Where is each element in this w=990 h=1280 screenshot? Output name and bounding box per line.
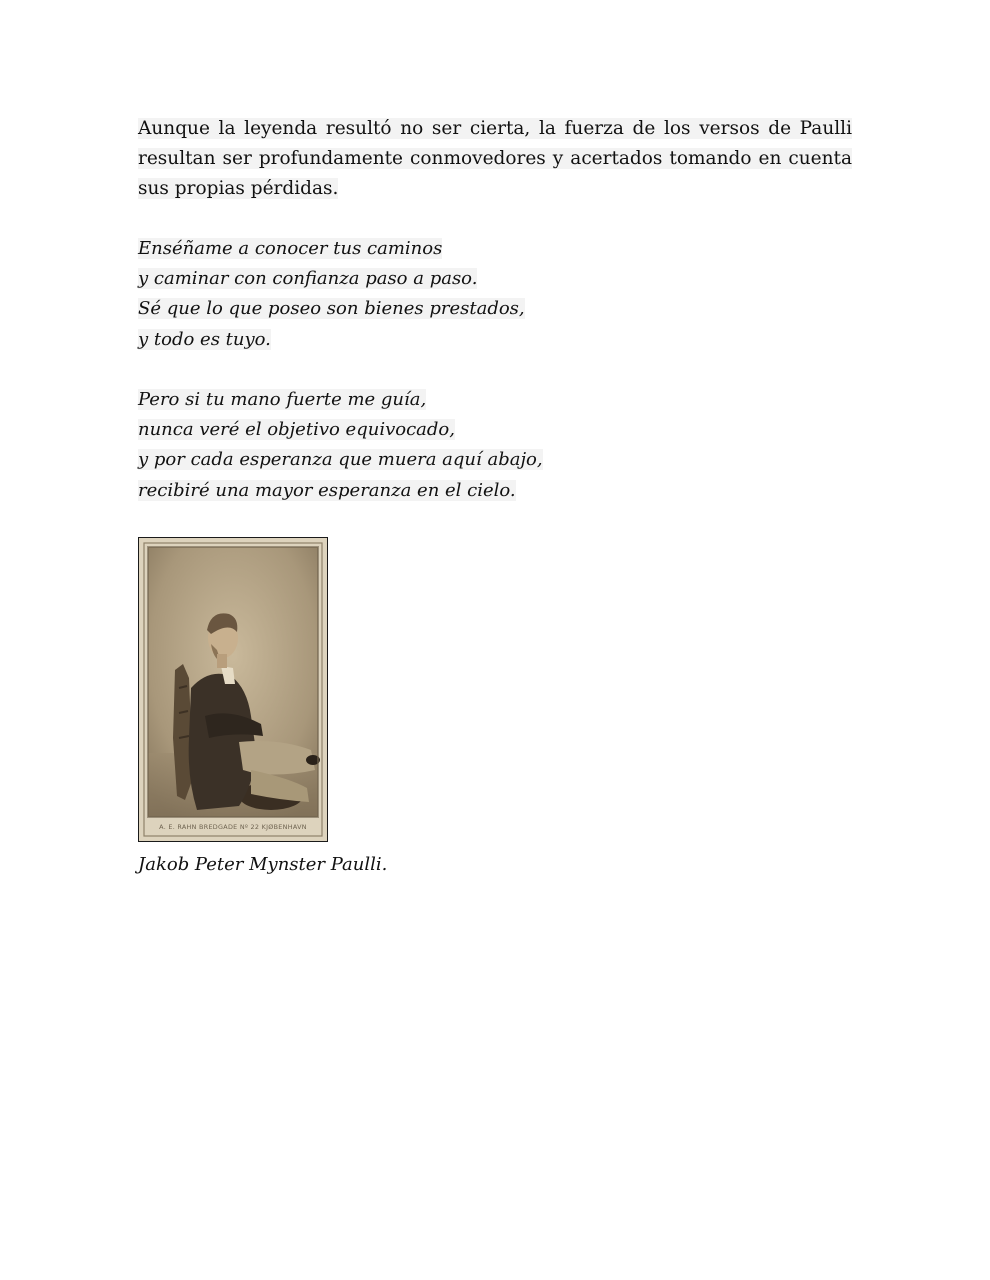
poem-line: recibiré una mayor esperanza en el cielo. bbox=[138, 479, 516, 501]
intro-paragraph bbox=[138, 114, 852, 205]
intro-text: Aunque la leyenda resultó no ser cierta, la fuerza de los versos de Paulli resultan ser profundamente conmovedores y acertados tomando en cuenta sus propias pérdidas. bbox=[138, 118, 852, 200]
photo-caption: Jakob Peter Mynster Paulli. bbox=[138, 854, 388, 875]
portrait-photo bbox=[138, 537, 328, 842]
poem-line: y caminar con confianza paso a paso. bbox=[138, 268, 478, 290]
poem-line: y todo es tuyo. bbox=[138, 328, 271, 350]
poem-stanza-2 bbox=[138, 385, 543, 506]
portrait-image bbox=[139, 538, 327, 841]
poem-line: Pero si tu mano fuerte me guía, bbox=[138, 389, 427, 410]
studio-imprint: A. E. RAHN BREDGADE Nº 22 KJØBENHAVN bbox=[159, 823, 307, 831]
poem-line: Enséñame a conocer tus caminos bbox=[138, 238, 443, 259]
poem-line: y por cada esperanza que muera aquí abajo, bbox=[138, 449, 543, 471]
poem-stanza-1 bbox=[138, 234, 525, 355]
poem-line: Sé que lo que poseo son bienes prestados, bbox=[138, 298, 525, 320]
poem-line: nunca veré el objetivo equivocado, bbox=[138, 419, 455, 441]
